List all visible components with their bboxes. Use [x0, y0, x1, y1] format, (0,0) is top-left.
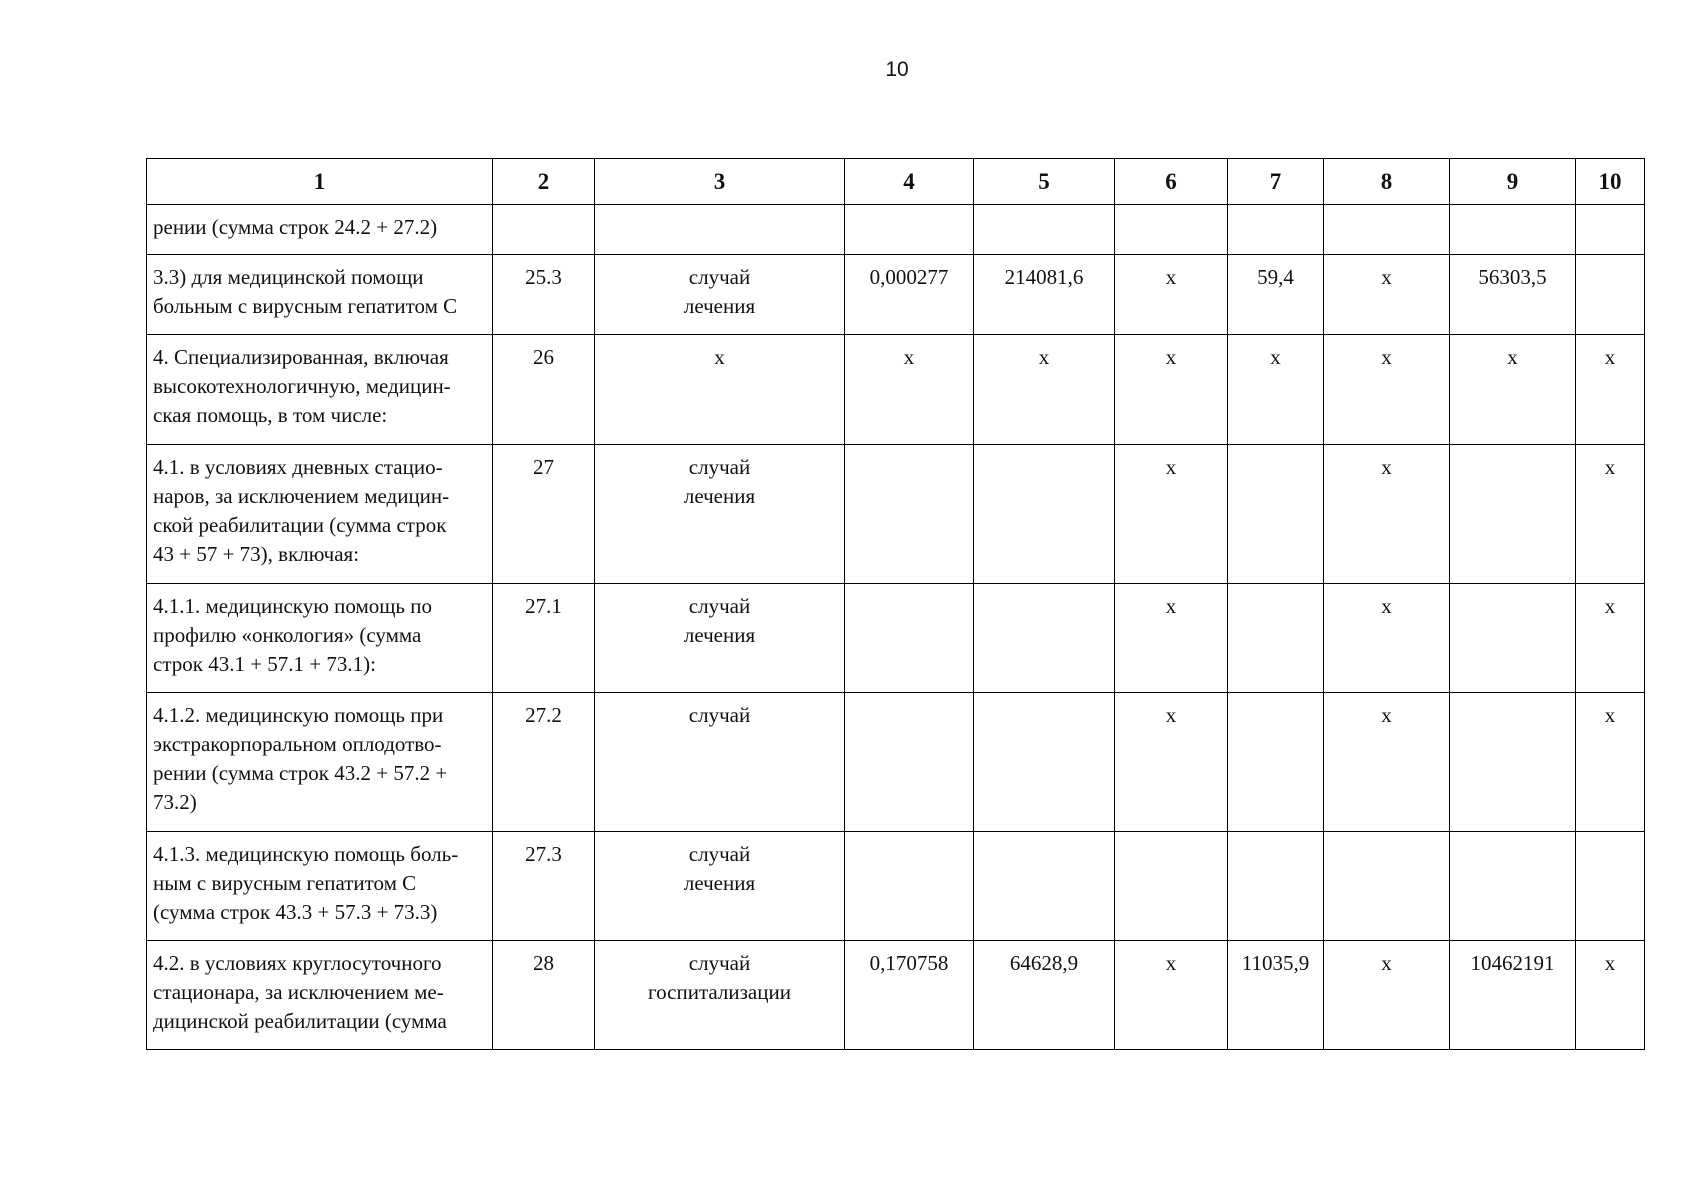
column-header: 5	[974, 159, 1115, 205]
table-cell-c5	[974, 693, 1115, 832]
table-cell-c5	[974, 832, 1115, 941]
cell-line: 4.1.3. медицинскую помощь боль-	[153, 842, 459, 866]
table-cell-c4	[845, 584, 974, 693]
table-row	[147, 941, 1645, 1050]
table-cell-c9: 10462191	[1450, 941, 1576, 1050]
table-cell-c2: 28	[493, 941, 595, 1050]
table-cell-c9: х	[1450, 335, 1576, 445]
cell-line: экстракорпоральном оплодотво-	[153, 732, 442, 756]
table-cell-c4	[845, 445, 974, 584]
data-table	[146, 158, 1645, 1050]
table-cell-c6: х	[1115, 335, 1228, 445]
table-cell-c1	[147, 445, 493, 584]
table-cell-c1	[147, 205, 493, 255]
table-cell-c4: х	[845, 335, 974, 445]
table-cell-c9	[1450, 693, 1576, 832]
table-cell-c6: х	[1115, 445, 1228, 584]
cell-line: случай	[688, 455, 751, 479]
column-header: 2	[493, 159, 595, 205]
column-header: 10	[1576, 159, 1645, 205]
table-cell-c4: 0,000277	[845, 255, 974, 335]
table-cell-c2	[493, 205, 595, 255]
cell-line: наров, за исключением медицин-	[153, 484, 450, 508]
table-cell-c4	[845, 832, 974, 941]
cell-line: ская помощь, в том числе:	[153, 403, 388, 427]
table-row	[147, 693, 1645, 832]
cell-line: рении (сумма строк 43.2 + 57.2 +	[153, 761, 448, 785]
cell-line: высокотехнологичную, медицин-	[153, 374, 451, 398]
table-cell-c9	[1450, 832, 1576, 941]
cell-line: лечения	[683, 623, 756, 647]
table-cell-c8: х	[1324, 445, 1450, 584]
cell-line: строк 43.1 + 57.1 + 73.1):	[153, 652, 376, 676]
table-cell-c2: 27.3	[493, 832, 595, 941]
table-cell-c2: 27	[493, 445, 595, 584]
column-header: 1	[147, 159, 493, 205]
table-cell-c6: х	[1115, 941, 1228, 1050]
table-cell-c6: х	[1115, 584, 1228, 693]
table-cell-c7: 11035,9	[1228, 941, 1324, 1050]
header-row	[147, 159, 1645, 205]
table-cell-c8: х	[1324, 941, 1450, 1050]
table-cell-c10	[1576, 205, 1645, 255]
cell-line: госпитализации	[648, 980, 791, 1004]
table-row	[147, 255, 1645, 335]
table-cell-c9	[1450, 584, 1576, 693]
cell-line: 4.1.2. медицинскую помощь при	[153, 703, 444, 727]
table-cell-c10: х	[1576, 445, 1645, 584]
table-cell-c3	[595, 335, 845, 445]
cell-line: случай	[688, 594, 751, 618]
cell-line: больным с вирусным гепатитом С	[153, 294, 458, 318]
table-cell-c5	[974, 445, 1115, 584]
table-cell-c10	[1576, 832, 1645, 941]
table-cell-c8	[1324, 832, 1450, 941]
table-cell-c10: х	[1576, 335, 1645, 445]
table-cell-c7: х	[1228, 335, 1324, 445]
table-row	[147, 832, 1645, 941]
table-cell-c2: 27.1	[493, 584, 595, 693]
column-header: 6	[1115, 159, 1228, 205]
table-cell-c6: х	[1115, 693, 1228, 832]
table-cell-c2: 26	[493, 335, 595, 445]
table-cell-c3	[595, 445, 845, 584]
cell-line: случай	[688, 842, 751, 866]
table-cell-c7: 59,4	[1228, 255, 1324, 335]
table-cell-c1	[147, 335, 493, 445]
table-cell-c3	[595, 584, 845, 693]
table-row	[147, 205, 1645, 255]
table-cell-c3	[595, 255, 845, 335]
cell-line: х	[714, 345, 725, 369]
table-cell-c6	[1115, 205, 1228, 255]
table-cell-c5: 64628,9	[974, 941, 1115, 1050]
table-cell-c7	[1228, 693, 1324, 832]
cell-line: лечения	[683, 484, 756, 508]
table-row	[147, 335, 1645, 445]
table-cell-c5	[974, 584, 1115, 693]
cell-line: профилю «онкология» (сумма	[153, 623, 422, 647]
cell-line: лечения	[683, 871, 756, 895]
table-cell-c8	[1324, 205, 1450, 255]
table-cell-c10: х	[1576, 941, 1645, 1050]
cell-line: случай	[688, 951, 751, 975]
cell-line: дицинской реабилитации (сумма	[153, 1009, 447, 1033]
table-cell-c4	[845, 693, 974, 832]
table-cell-c3	[595, 941, 845, 1050]
table-cell-c1	[147, 255, 493, 335]
cell-line: 4.1.1. медицинскую помощь по	[153, 594, 432, 618]
table-cell-c4: 0,170758	[845, 941, 974, 1050]
cell-line: стационара, за исключением ме-	[153, 980, 444, 1004]
table-cell-c6: х	[1115, 255, 1228, 335]
cell-line: 43 + 57 + 73), включая:	[153, 542, 360, 566]
cell-line: 4.2. в условиях круглосуточного	[153, 951, 442, 975]
page-number: 10	[885, 58, 909, 81]
table-cell-c8: х	[1324, 584, 1450, 693]
table-cell-c3	[595, 832, 845, 941]
table-cell-c1	[147, 693, 493, 832]
table-row	[147, 584, 1645, 693]
cell-line: случай	[688, 265, 751, 289]
table-row	[147, 445, 1645, 584]
cell-line: 73.2)	[153, 790, 197, 814]
table-cell-c6	[1115, 832, 1228, 941]
cell-line: 4.1. в условиях дневных стацио-	[153, 455, 443, 479]
table-cell-c1	[147, 832, 493, 941]
cell-line: 3.3) для медицинской помощи	[153, 265, 424, 289]
cell-line: ным с вирусным гепатитом С	[153, 871, 417, 895]
table-cell-c3	[595, 205, 845, 255]
table-cell-c5: х	[974, 335, 1115, 445]
table-cell-c2: 27.2	[493, 693, 595, 832]
table-cell-c10	[1576, 255, 1645, 335]
table-cell-c9: 56303,5	[1450, 255, 1576, 335]
column-header: 4	[845, 159, 974, 205]
cell-line: случай	[688, 703, 751, 727]
column-header: 9	[1450, 159, 1576, 205]
table-cell-c10: х	[1576, 584, 1645, 693]
cell-line: 4. Специализированная, включая	[153, 345, 449, 369]
table-cell-c5: 214081,6	[974, 255, 1115, 335]
table-cell-c9	[1450, 205, 1576, 255]
table-cell-c4	[845, 205, 974, 255]
table-cell-c7	[1228, 584, 1324, 693]
table-cell-c7	[1228, 832, 1324, 941]
table-cell-c1	[147, 941, 493, 1050]
column-header: 8	[1324, 159, 1450, 205]
table-cell-c8: х	[1324, 335, 1450, 445]
cell-line: рении (сумма строк 24.2 + 27.2)	[153, 215, 438, 239]
table-cell-c3	[595, 693, 845, 832]
table-cell-c2: 25.3	[493, 255, 595, 335]
table-cell-c1	[147, 584, 493, 693]
table-cell-c9	[1450, 445, 1576, 584]
column-header: 7	[1228, 159, 1324, 205]
table-cell-c8: х	[1324, 255, 1450, 335]
cell-line: лечения	[683, 294, 756, 318]
table-cell-c5	[974, 205, 1115, 255]
table-cell-c7	[1228, 205, 1324, 255]
cell-line: ской реабилитации (сумма строк	[153, 513, 447, 537]
cell-line: (сумма строк 43.3 + 57.3 + 73.3)	[153, 900, 438, 924]
table-cell-c7	[1228, 445, 1324, 584]
table-cell-c10: х	[1576, 693, 1645, 832]
column-header: 3	[595, 159, 845, 205]
table-cell-c8: х	[1324, 693, 1450, 832]
